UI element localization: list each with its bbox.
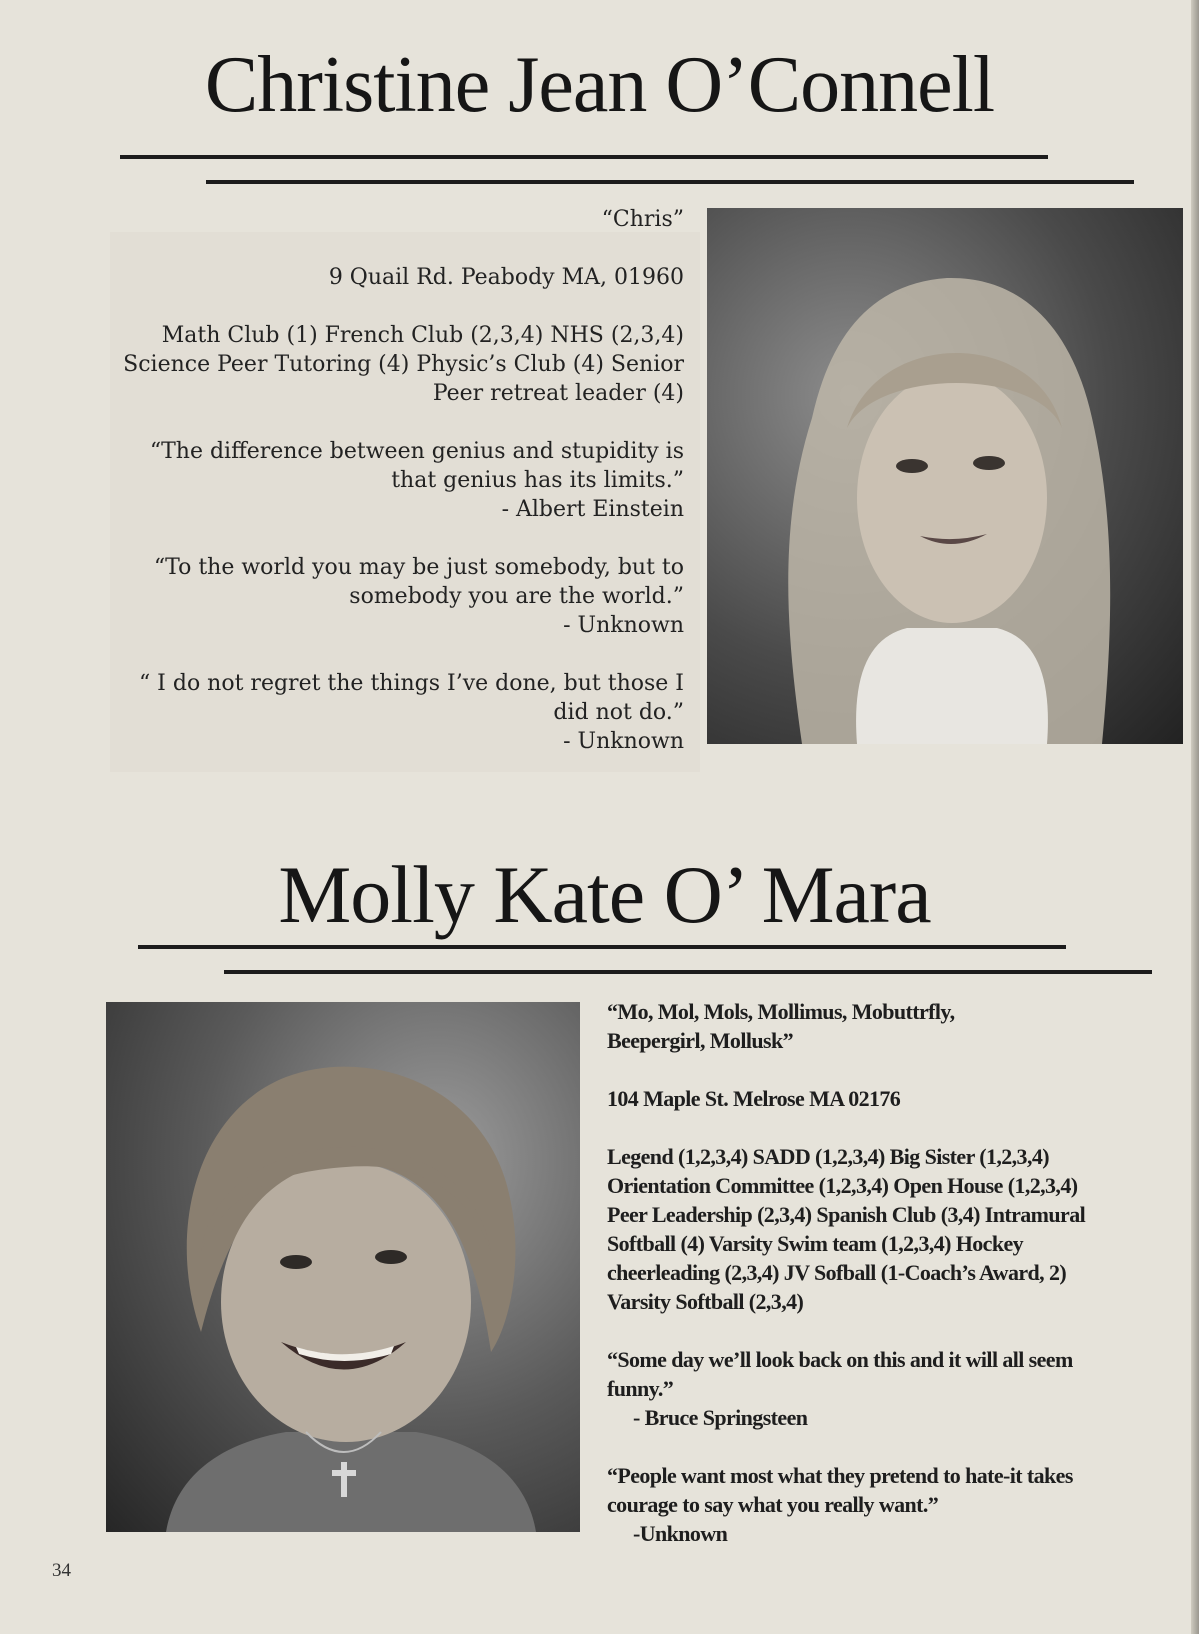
page-edge-shadow bbox=[1191, 0, 1199, 1634]
activity-line: Legend (1,2,3,4) SADD (1,2,3,4) Big Sister (1,2,3,4) bbox=[607, 1144, 1049, 1169]
nickname bbox=[607, 997, 1167, 1055]
activity-line: Peer retreat leader (4) bbox=[432, 381, 684, 406]
quote bbox=[607, 1461, 1167, 1548]
senior-bio-text bbox=[607, 997, 1167, 1577]
quote-line: “The difference between genius and stupidity is bbox=[149, 439, 684, 464]
senior-name-title: Molly Kate O’ Mara bbox=[278, 849, 931, 940]
quote-line: did not do.” bbox=[553, 700, 684, 725]
quote-line: that genius has its limits.” bbox=[391, 468, 684, 493]
activity-line: Varsity Softball (2,3,4) bbox=[607, 1289, 804, 1314]
quote-line: somebody you are the world.” bbox=[349, 584, 684, 609]
quote-line: “People want most what they pretend to hate-it takes bbox=[607, 1463, 1073, 1488]
senior-bio-text bbox=[112, 205, 684, 785]
title-rule-upper bbox=[138, 945, 1066, 949]
title-rule-lower bbox=[206, 180, 1134, 184]
quote-line: “Some day we’ll look back on this and it will all seem bbox=[607, 1347, 1073, 1372]
portrait-silhouette bbox=[707, 208, 1183, 744]
nickname-line: Beepergirl, Mollusk” bbox=[607, 1028, 793, 1053]
quote-line: “ I do not regret the things I’ve done, but those I bbox=[138, 671, 684, 696]
senior-name-title: Christine Jean O’Connell bbox=[204, 41, 995, 129]
activity-line: Peer Leadership (2,3,4) Spanish Club (3,4) Intramural bbox=[607, 1202, 1086, 1227]
quote bbox=[112, 669, 684, 756]
quote-author: - Unknown bbox=[563, 613, 684, 638]
activity-line: cheerleading (2,3,4) JV Sofball (1-Coach’s Award, 2) bbox=[607, 1260, 1067, 1285]
quote-line: “To the world you may be just somebody, but to bbox=[153, 555, 684, 580]
quote bbox=[112, 553, 684, 640]
quote-line: courage to say what you really want.” bbox=[607, 1492, 939, 1517]
quote-line: funny.” bbox=[607, 1376, 674, 1401]
senior-portrait-photo bbox=[106, 1002, 580, 1532]
home-address: 104 Maple St. Melrose MA 02176 bbox=[607, 1086, 901, 1111]
nickname-line: “Mo, Mol, Mols, Mollimus, Mobuttrfly, bbox=[607, 999, 955, 1024]
activity-line: Softball (4) Varsity Swim team (1,2,3,4) Hockey bbox=[607, 1231, 1024, 1256]
quote-author: - Bruce Springsteen bbox=[633, 1405, 808, 1430]
quote-author: -Unknown bbox=[633, 1521, 728, 1546]
senior-portrait-photo bbox=[707, 208, 1183, 744]
quote bbox=[112, 437, 684, 524]
portrait-silhouette bbox=[106, 1002, 580, 1532]
quote bbox=[607, 1345, 1167, 1432]
title-rule-upper bbox=[120, 155, 1048, 159]
page-number: 34 bbox=[52, 1560, 71, 1581]
quote-author: - Unknown bbox=[563, 729, 684, 754]
home-address: 9 Quail Rd. Peabody MA, 01960 bbox=[328, 265, 684, 290]
nickname: “Chris” bbox=[601, 207, 684, 232]
activity-line: Science Peer Tutoring (4) Physic’s Club (4) Senior bbox=[123, 352, 684, 377]
activities-list bbox=[607, 1142, 1167, 1316]
activities-list bbox=[112, 321, 684, 408]
activity-line: Orientation Committee (1,2,3,4) Open House (1,2,3,4) bbox=[607, 1173, 1078, 1198]
activity-line: Math Club (1) French Club (2,3,4) NHS (2,3,4) bbox=[161, 323, 684, 348]
title-rule-lower bbox=[224, 970, 1152, 974]
quote-author: - Albert Einstein bbox=[501, 497, 684, 522]
